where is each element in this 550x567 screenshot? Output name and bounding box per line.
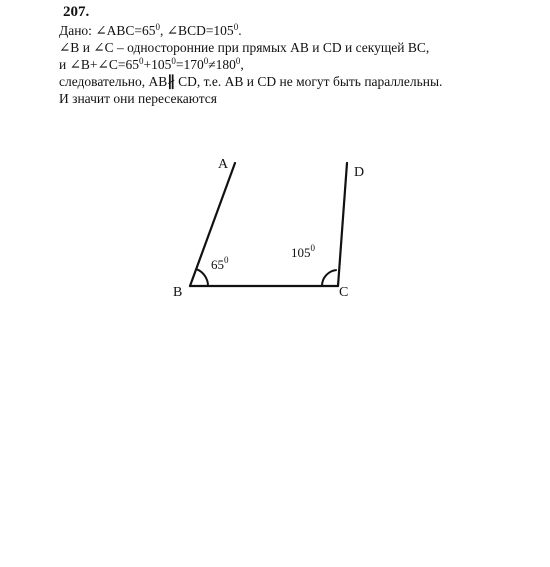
angle-b-number: 65 (211, 257, 224, 272)
segment-cd (338, 163, 347, 286)
angle-c-arc (322, 270, 337, 286)
given-separator: , (160, 23, 167, 38)
angle-sum-part4: ≠180 (208, 57, 236, 72)
given-end: . (238, 23, 242, 38)
degree-superscript: 0 (233, 22, 239, 32)
given-angle-bcd: ∠BCD=105 (166, 23, 234, 38)
angle-b-degree: 0 (224, 255, 229, 265)
same-side-angles-line: ∠B и ∠C – односторонние при прямых AB и CD и секущей BC, (59, 40, 430, 55)
conclusion-part2: CD, т.е. AB и CD не могут быть параллельны. (174, 74, 443, 89)
angle-sum-part3: =170 (175, 57, 204, 72)
not-parallel-symbol: ∦ (167, 72, 175, 90)
given-angle-abc: ∠ABC=65 (95, 23, 156, 38)
degree-superscript: 0 (203, 56, 209, 66)
point-a-label: A (218, 157, 229, 172)
angle-c-degree: 0 (310, 243, 315, 253)
degree-superscript: 0 (155, 22, 160, 32)
degree-superscript: 0 (171, 56, 176, 66)
angle-sum-part1: и ∠B+∠C=65 (59, 57, 139, 72)
angle-b-value (211, 255, 229, 272)
angle-sum-end: , (240, 57, 244, 72)
degree-superscript: 0 (138, 56, 144, 66)
point-b-label: B (173, 285, 183, 300)
given-prefix: Дано: (59, 23, 96, 38)
angle-b-arc (196, 269, 208, 286)
angle-c-value (291, 243, 316, 260)
point-d-label: D (354, 165, 365, 180)
angle-sum-part2: +105 (143, 57, 172, 72)
final-line: И значит они пересекаются (59, 91, 217, 106)
angle-c-number: 105 (291, 245, 311, 260)
point-c-label: C (339, 285, 349, 300)
problem-number: 207. (63, 4, 90, 20)
degree-superscript: 0 (235, 56, 241, 66)
conclusion-part1: следовательно, AB (59, 74, 168, 89)
